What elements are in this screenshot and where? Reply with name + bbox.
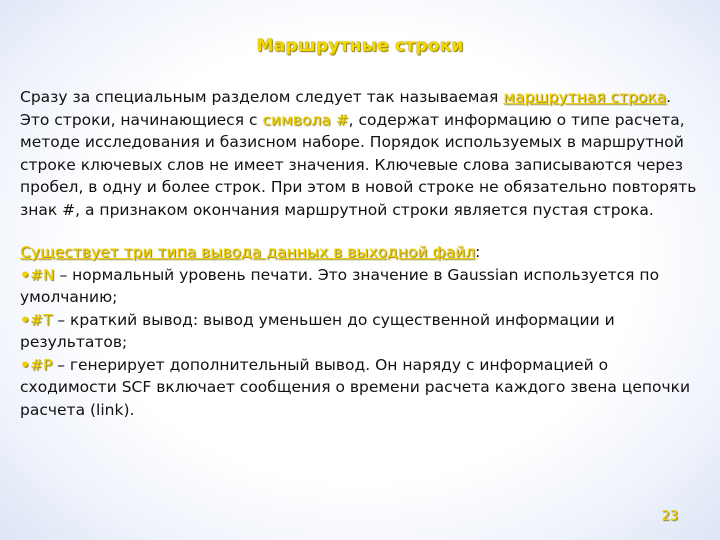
paragraph-text-end: , содержат информацию о типе расчета, методе исследования и базисном наборе. Порядок используемых в маршрутной строке ключевых слов не имеет значения. Ключевые слова записываются через пробел, в одну и более строк. При этом в новой строке не обязательно повторять знак #, а признаком окончания маршрутной строки является пустая строка. bbox=[20, 110, 697, 219]
output-types-intro-text: Существует три типа вывода данных в выходной файл bbox=[20, 243, 476, 261]
paragraph-text-mid: . Это строки, начинающиеся с bbox=[20, 88, 672, 129]
output-types-intro bbox=[20, 241, 700, 264]
bullet-text: – краткий вывод: вывод уменьшен до существенной информации и результатов; bbox=[20, 310, 615, 351]
bullet-icon: • bbox=[20, 310, 30, 329]
bullet-key: #P bbox=[29, 355, 53, 374]
list-item bbox=[20, 309, 700, 354]
term-hash-symbol: символа # bbox=[262, 110, 349, 129]
list-item bbox=[20, 354, 700, 422]
bullet-icon: • bbox=[20, 265, 30, 284]
paragraph-route-line bbox=[20, 86, 700, 221]
paragraph-text-start: Сразу за специальным разделом следует так называемая bbox=[20, 88, 504, 106]
bullet-key: #T bbox=[29, 310, 53, 329]
term-route-line: маршрутная строка bbox=[503, 88, 667, 106]
bullet-text: – нормальный уровень печати. Это значение в Gaussian используется по умолчанию; bbox=[20, 265, 660, 306]
list-item bbox=[20, 264, 700, 309]
bullet-key: #N bbox=[29, 265, 55, 284]
bullet-text: – генерирует дополнительный вывод. Он наряду с информацией о сходимости SCF включает сообщения о времени расчета каждого звена цепочки расчета (link). bbox=[20, 355, 691, 419]
output-types-intro-colon: : bbox=[475, 243, 481, 261]
paragraph-gap bbox=[20, 221, 700, 241]
page-number: 23 bbox=[661, 509, 678, 524]
slide-title: Маршрутные строки bbox=[256, 36, 464, 56]
slide-body bbox=[20, 86, 700, 421]
bullet-icon: • bbox=[20, 355, 30, 374]
